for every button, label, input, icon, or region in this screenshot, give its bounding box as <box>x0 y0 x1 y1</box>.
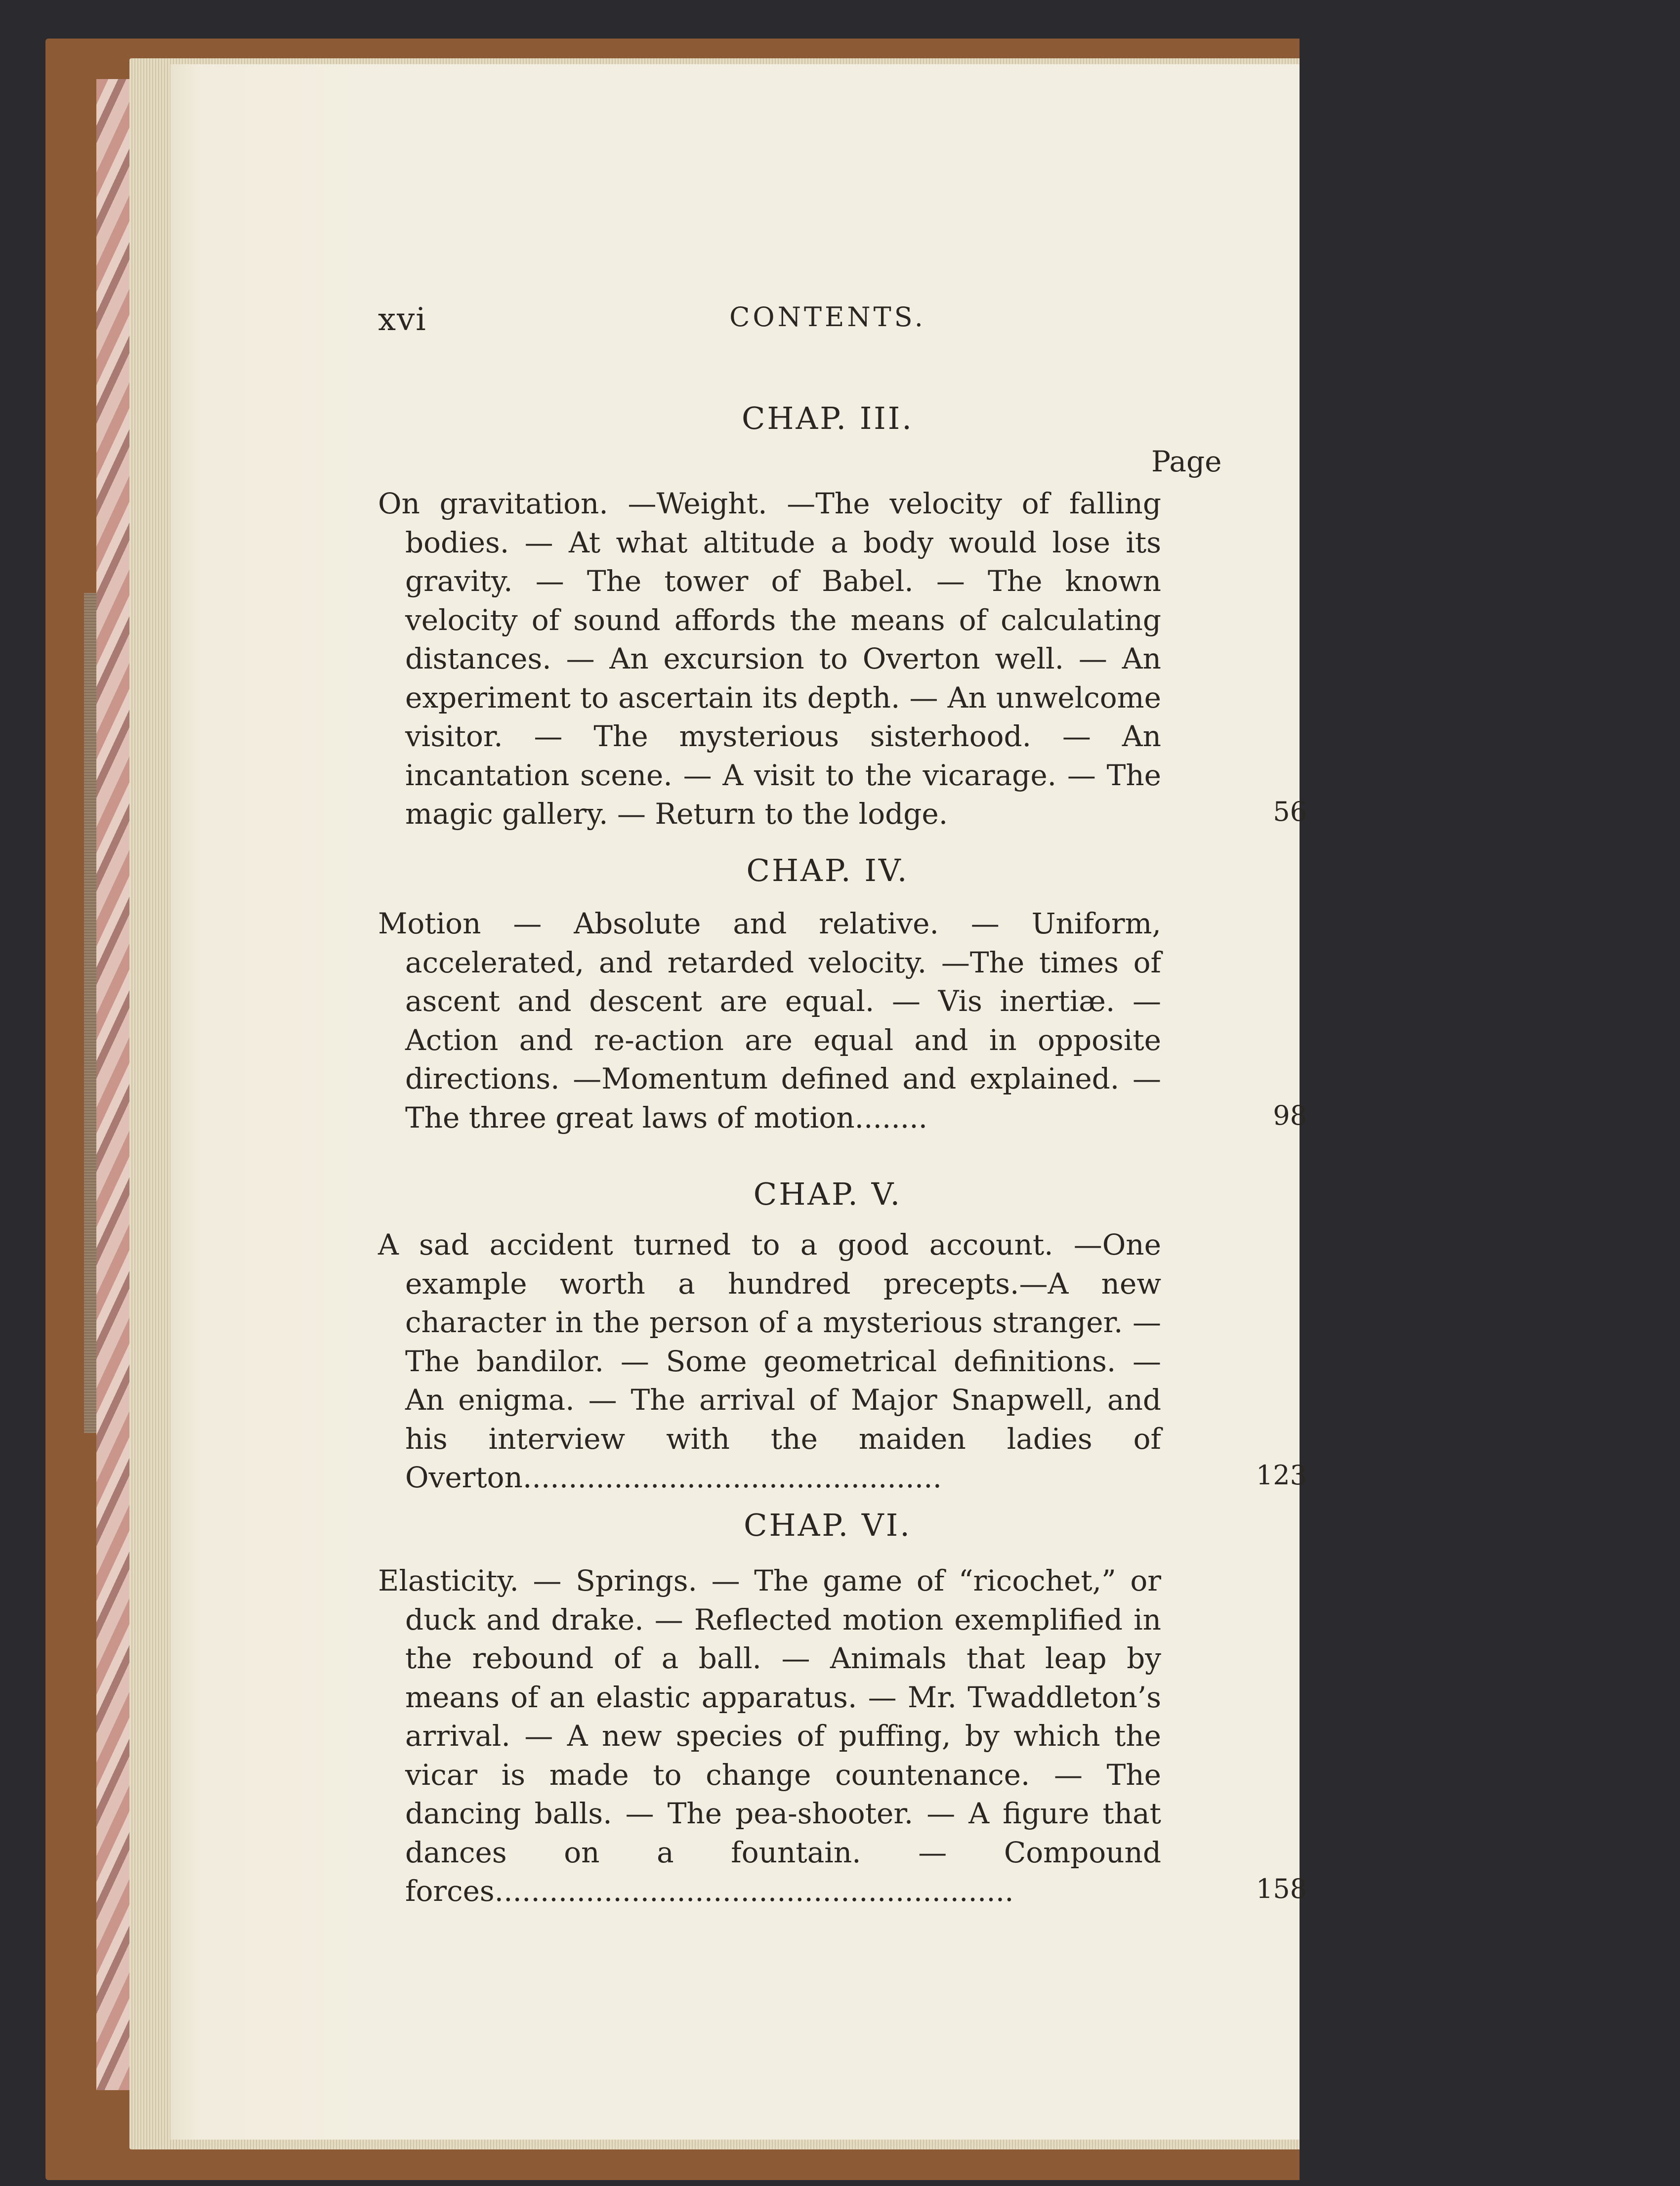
chapter-entry <box>378 904 1307 1137</box>
chapter-heading: CHAP. V. <box>753 1176 902 1212</box>
running-head <box>378 301 1300 361</box>
chapter-summary: Elasticity. — Springs. — The game of “ricochet,” or duck and drake. — Reflected motion exemplified in the rebound of a ball. — Animals that leap by means of an elastic apparatus. — Mr. Twaddleton’s arrival. — A new species of puffing, by which the vicar is made to change countenance. — The dancing balls. — The pea-shooter. — A figure that dances on a fountain. — Compound forces......................................................... <box>378 1564 1161 1908</box>
chapter-entry <box>378 1561 1307 1911</box>
chapter-summary: A sad accident turned to a good account. —One example worth a hundred precepts.—A new character in the person of a mysterious stranger. —The bandilor. — Some geometrical definitions. — An enigma. — The arrival of Major Snapwell, and his interview with the maiden ladies of Overton.............................................. <box>378 1228 1161 1494</box>
page-number: 123 <box>1256 1460 1307 1491</box>
chapter-entry <box>378 484 1307 834</box>
folio-number: xvi <box>378 301 427 338</box>
page-number: 56 <box>1273 796 1307 827</box>
running-header: CONTENTS. <box>729 301 926 333</box>
page-number: 98 <box>1273 1099 1307 1131</box>
marbled-endpaper <box>96 79 133 2090</box>
chapter-summary: Motion — Absolute and relative. — Uniform, accelerated, and retarded velocity. —The times of ascent and descent are equal. — Vis inertiæ. — Action and re-action are equal and in opposite directions. —Momentum defined and explained. — The three great laws of motion........ <box>378 907 1161 1135</box>
chapter-heading: CHAP. IV. <box>746 852 909 888</box>
chapter-entry <box>378 1225 1307 1497</box>
page-column-label: Page <box>1151 445 1222 478</box>
book-page <box>170 64 1307 2140</box>
chapter-summary: On gravitation. —Weight. —The velocity of falling bodies. — At what altitude a body would lose its gravity. — The tower of Babel. — The known velocity of sound affords the means of calculating distances. — An excursion to Overton well. — An experiment to ascertain its depth. — An unwelcome visitor. — The mysterious sisterhood. — An incantation scene. — A visit to the vicarage. — The magic gallery. — Return to the lodge. <box>378 487 1161 831</box>
page-number: 158 <box>1256 1873 1307 1904</box>
chapter-heading: CHAP. III. <box>741 400 914 436</box>
chapter-heading: CHAP. VI. <box>744 1507 912 1543</box>
